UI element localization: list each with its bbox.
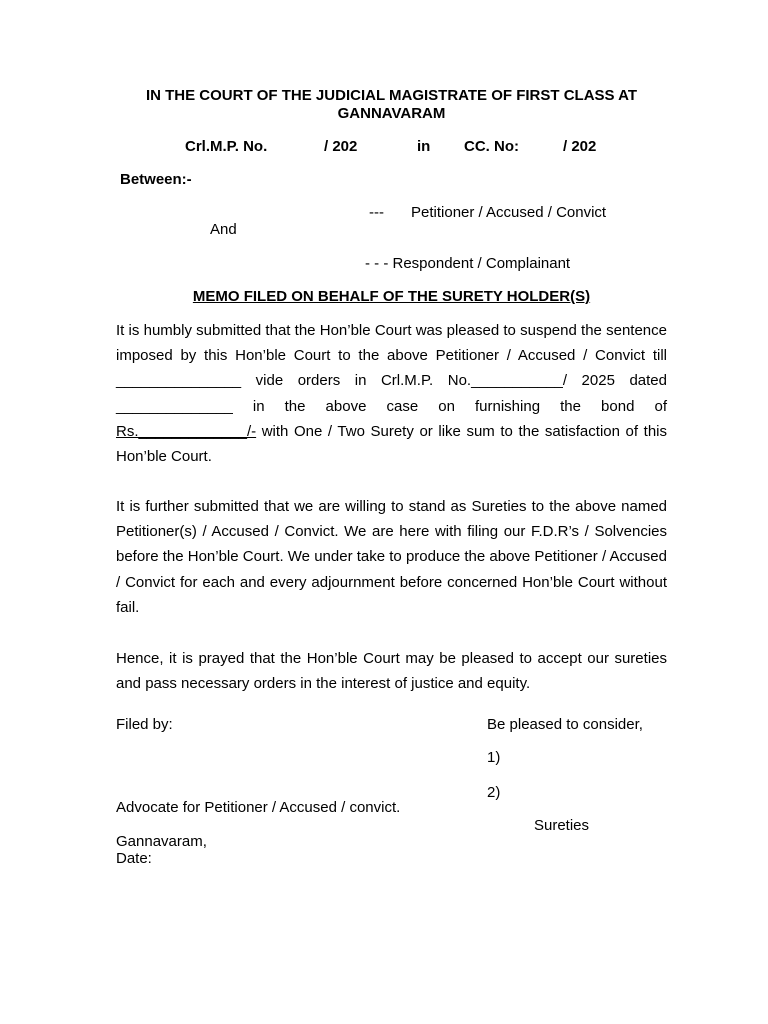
filed-by-label: Filed by: (116, 716, 173, 733)
paragraph-3: Hence, it is prayed that the Hon’ble Court may be pleased to accept our sureties and pass necessary orders in the interest of justice and equity. (116, 650, 667, 693)
petitioner-dash: --- (369, 204, 384, 221)
be-pleased-label: Be pleased to consider, (487, 716, 643, 733)
and-label: And (210, 221, 237, 238)
crlmp-year: / 202 (324, 138, 358, 155)
in-label: in (417, 138, 431, 155)
bond-amount: Rs._____________/- (116, 422, 257, 440)
petitioner-label: Petitioner / Accused / Convict (411, 204, 607, 221)
cc-label: CC. No: (464, 138, 519, 155)
respondent-label: - - - Respondent / Complainant (365, 255, 571, 272)
between-label: Between:- (120, 171, 192, 188)
crlmp-label: Crl.M.P. No. (185, 138, 268, 155)
cc-year: / 202 (563, 138, 597, 155)
paragraph-1-text-b: with One / Two Surety or like sum to the satisfaction of this Hon’ble Court. (116, 422, 667, 466)
date-label: Date: (116, 850, 152, 867)
court-title: IN THE COURT OF THE JUDICIAL MAGISTRATE OF FIRST CLASS AT GANNAVARAM (145, 87, 638, 122)
advocate-label: Advocate for Petitioner / Accused / convict. (116, 799, 401, 816)
paragraph-2: It is further submitted that we are willing to stand as Sureties to the above named Petitioner(s) / Accused / Convict. We are here with filing our F.D.R’s / Solvencies before the Hon’ble Court. We under take to produce the above Petitioner / Accused / Convict for each and every adjournment before concerned Hon’ble Court without fail. (116, 498, 667, 616)
memo-heading: MEMO FILED ON BEHALF OF THE SURETY HOLDER(S) (192, 288, 591, 305)
surety-2-label: 2) (487, 784, 501, 801)
paragraph-1-text-a: It is humbly submitted that the Hon’ble Court was pleased to suspend the sentence imposed by this Hon’ble Court to the above Petitioner / Accused / Convict till _______________ vide orders in Crl.M.P. No.___________/ 2025 dated ______________ in the above case on furnishing the bond of (116, 322, 667, 415)
sureties-label: Sureties (534, 817, 590, 834)
surety-1-label: 1) (487, 749, 501, 766)
place-label: Gannavaram, (116, 833, 207, 850)
paragraph-1 (116, 318, 667, 469)
